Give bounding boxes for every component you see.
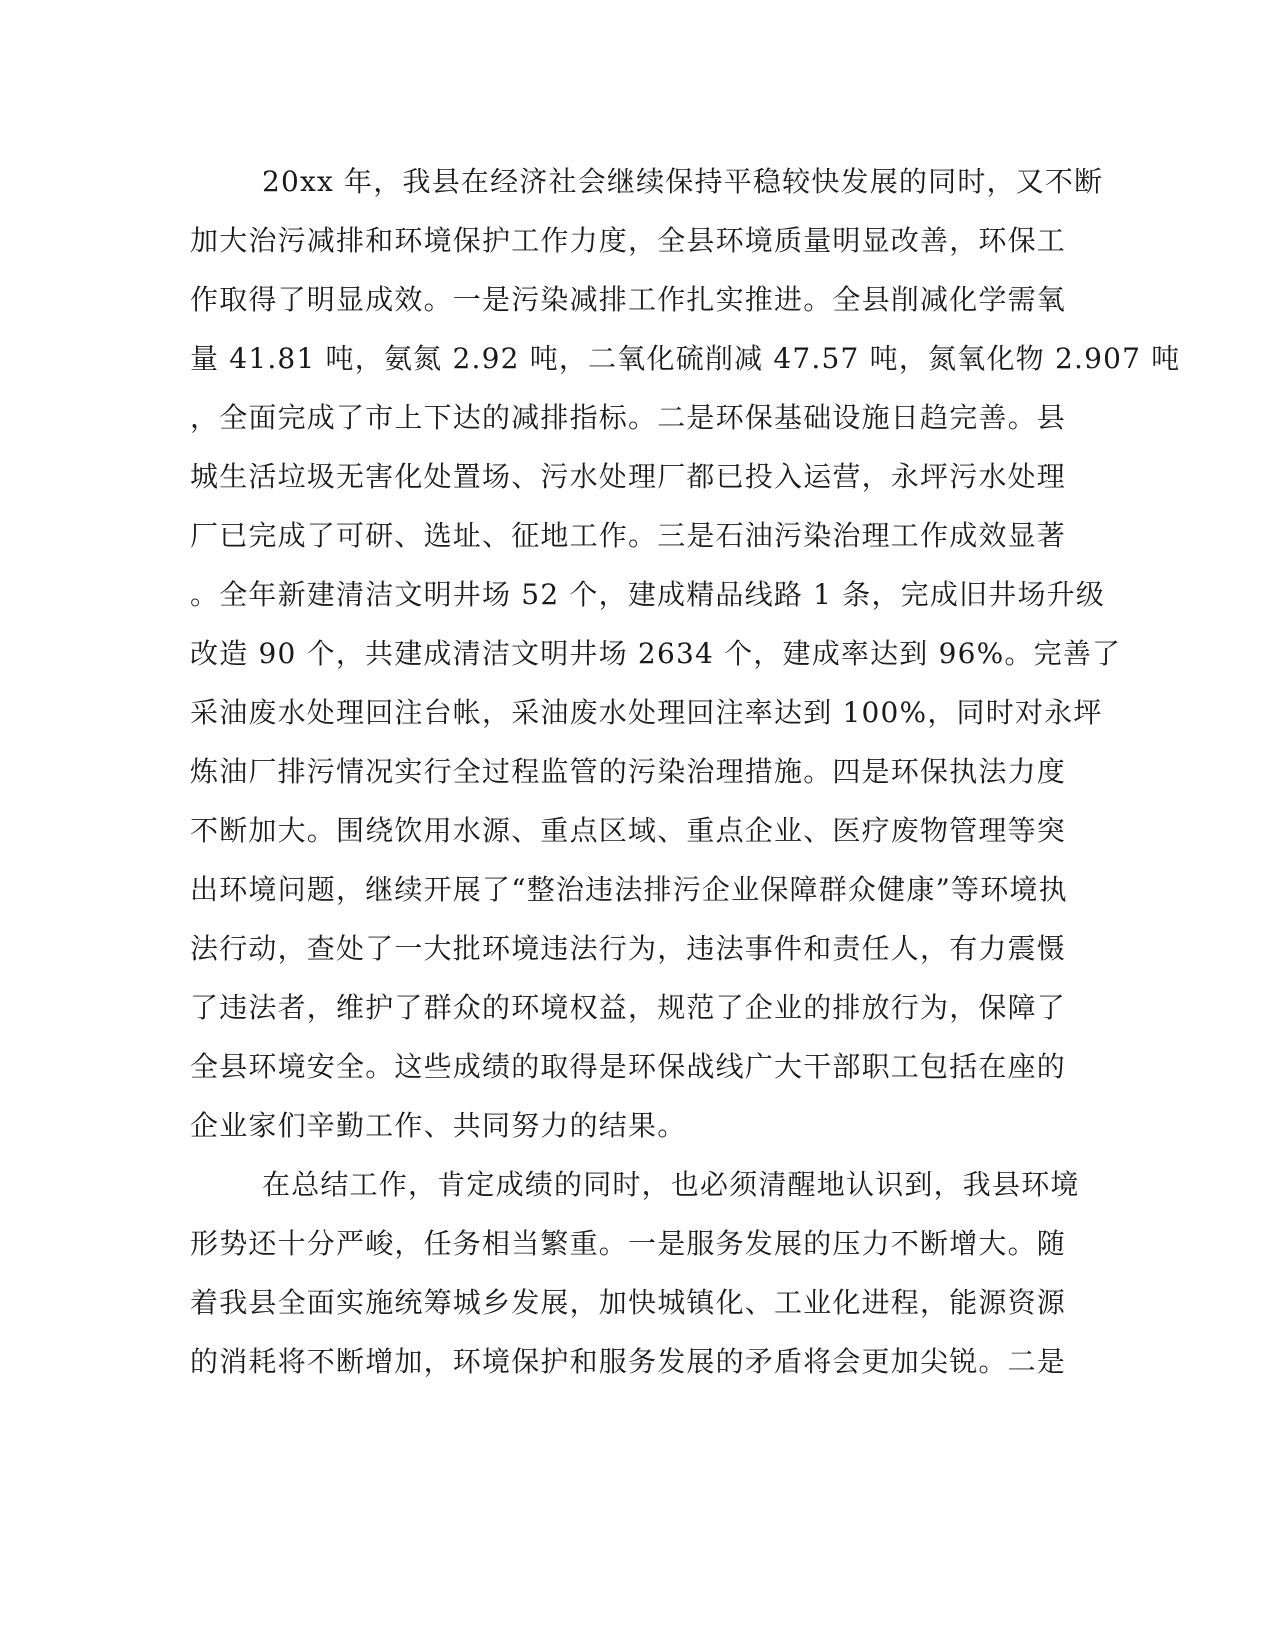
paragraph-2-line-3: 着我县全面实施统筹城乡发展，加快城镇化、工业化进程，能源资源 <box>190 1286 1067 1319</box>
paragraph-2-line-2: 形势还十分严峻，任务相当繁重。一是服务发展的压力不断增大。随 <box>190 1227 1067 1260</box>
paragraph-1-line-5: ，全面完成了市上下达的减排指标。二是环保基础设施日趋完善。县 <box>190 401 1067 434</box>
paragraph-1-line-4: 量 41.81 吨，氨氮 2.92 吨，二氧化硫削减 47.57 吨，氮氧化物 2.907 吨 <box>190 342 1181 375</box>
paragraph-1-line-17: 企业家们辛勤工作、共同努力的结果。 <box>190 1109 687 1142</box>
paragraph-1-line-16: 全县环境安全。这些成绩的取得是环保战线广大干部职工包括在座的 <box>190 1050 1067 1083</box>
paragraph-1-line-9: 改造 90 个，共建成清洁文明井场 2634 个，建成率达到 96%。完善了 <box>190 637 1122 670</box>
paragraph-1-line-3: 作取得了明显成效。一是污染减排工作扎实推进。全县削减化学需氧 <box>190 283 1067 316</box>
paragraph-2-line-4: 的消耗将不断增加，环境保护和服务发展的矛盾将会更加尖锐。二是 <box>190 1345 1067 1378</box>
paragraph-1-line-7: 厂已完成了可研、选址、征地工作。三是石油污染治理工作成效显著 <box>190 519 1067 552</box>
paragraph-1-line-14: 法行动，查处了一大批环境违法行为，违法事件和责任人，有力震慑 <box>190 932 1067 965</box>
paragraph-1-line-2: 加大治污减排和环境保护工作力度，全县环境质量明显改善，环保工 <box>190 224 1067 257</box>
paragraph-1-line-1: 20xx 年，我县在经济社会继续保持平稳较快发展的同时，又不断 <box>262 165 1104 198</box>
paragraph-2-line-1: 在总结工作，肯定成绩的同时，也必须清醒地认识到，我县环境 <box>262 1168 1080 1201</box>
paragraph-1-line-15: 了违法者，维护了群众的环境权益，规范了企业的排放行为，保障了 <box>190 991 1067 1024</box>
paragraph-1-line-8: 。全年新建清洁文明井场 52 个，建成精品线路 1 条，完成旧井场升级 <box>190 578 1106 611</box>
paragraph-1-line-13: 出环境问题，继续开展了“整治违法排污企业保障群众健康”等环境执 <box>190 873 1068 906</box>
paragraph-1-line-11: 炼油厂排污情况实行全过程监管的污染治理措施。四是环保执法力度 <box>190 755 1067 788</box>
paragraph-1-line-6: 城生活垃圾无害化处置场、污水处理厂都已投入运营，永坪污水处理 <box>190 460 1067 493</box>
paragraph-1-line-12: 不断加大。围绕饮用水源、重点区域、重点企业、医疗废物管理等突 <box>190 814 1067 847</box>
paragraph-1-line-10: 采油废水处理回注台帐，采油废水处理回注率达到 100%，同时对永坪 <box>190 696 1103 729</box>
